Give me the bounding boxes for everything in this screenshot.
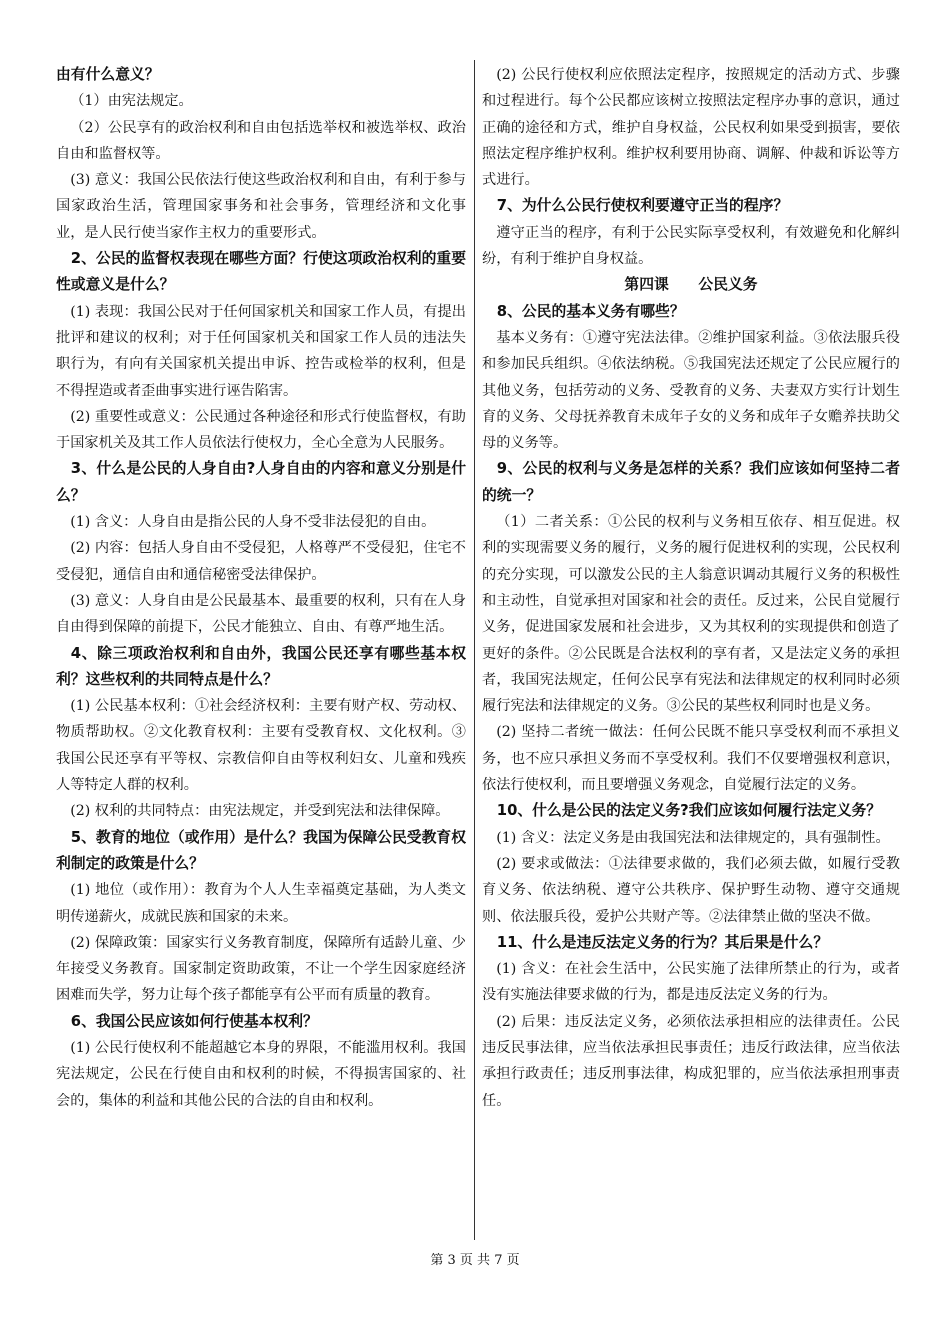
answer-paragraph: （1）二者关系：①公民的权利与义务相互依存、相互促进。权利的实现需要义务的履行，义务的履行促进权利的实现，公民权利的充分实现，可以激发公民的主人翁意识调动其履行义务的积极性和主动性，自觉承担对国家和社会的责任。反过来，公民自觉履行义务，促进国家发展和社会进步，又为其权利的实现提供和创造了更好的条件。②公民既是合法权利的享有者，又是法定义务的承担者，我国宪法规定，任何公民享有宪法和法律规定的权利同时必须履行宪法和法律规定的义务。③公民的某些权利同时也是义务。 xyxy=(482,514,900,715)
answer-paragraph: 基本义务有：①遵守宪法法律。②维护国家利益。③依法服兵役和参加民兵组织。④依法纳税。⑤我国宪法还规定了公民应履行的其他义务，包括劳动的义务、受教育的义务、夫妻双方实行计划生育的义务、父母抚养教育未成年子女的义务和成年子女赡养扶助父母的义务等。 xyxy=(482,329,900,452)
answer-paragraph: (3) 意义：我国公民依法行使这些政治权利和自由，有利于参与国家政治生活，管理国家事务和社会事务，管理经济和文化事业，是人民行使当家作主权力的重要形式。 xyxy=(56,172,466,241)
question-heading: 8、公民的基本义务有哪些？ xyxy=(496,302,685,320)
answer-paragraph: (2) 内容：包括人身自由不受侵犯，人格尊严不受侵犯，住宅不受侵犯，通信自由和通信秘密受法律保护。 xyxy=(56,540,466,583)
answer-paragraph: (1) 含义：法定义务是由我国宪法和法律规定的，具有强制性。 xyxy=(496,829,890,846)
answer-paragraph: (2) 坚持二者统一做法：任何公民既不能只享受权利而不承担义务，也不应只承担义务而不享受权利。我们不仅要增强权利意识，依法行使权利，而且要增强义务观念，自觉履行法定的义务。 xyxy=(482,724,900,794)
answer-paragraph: (1) 公民基本权利：①社会经济权利：主要有财产权、劳动权、物质帮助权。②文化教育权利：主要有受教育权、文化权利。③我国公民还享有平等权、宗教信仰自由等权利妇女、儿童和残疾人等特定人群的权利。 xyxy=(56,698,466,794)
question-heading: 11、什么是违反法定义务的行为？其后果是什么？ xyxy=(496,933,829,951)
answer-paragraph: (2) 重要性或意义：公民通过各种途径和形式行使监督权，有助于国家机关及其工作人员依法行使权力，全心全意为人民服务。 xyxy=(56,408,466,452)
question-heading: 3、什么是公民的人身自由?人身自由的内容和意义分别是什么？ xyxy=(56,460,466,504)
answer-paragraph: （2）公民享有的政治权利和自由包括选举权和被选举权、政治自由和监督权等。 xyxy=(56,119,466,162)
page-footer: 第 3 页 共 7 页 xyxy=(430,1253,520,1268)
answer-paragraph: (3) 意义：人身自由是公民最基本、最重要的权利，只有在人身自由得到保障的前提下，公民才能独立、自由、有尊严地生活。 xyxy=(56,592,466,636)
answer-paragraph: (2) 公民行使权利应依照法定程序，按照规定的活动方式、步骤和过程进行。每个公民都应该树立按照法定程序办事的意识，通过正确的途径和方式，维护自身权益，公民权利如果受到损害，要依照法定程序维护权利。维护权利要用协商、调解、仲裁和诉讼等方式进行。 xyxy=(482,67,900,189)
right-column xyxy=(482,62,900,1114)
question-heading: 7、为什么公民行使权利要遵守正当的程序？ xyxy=(496,197,789,215)
question-heading: 10、什么是公民的法定义务?我们应该如何履行法定义务？ xyxy=(496,802,882,820)
answer-paragraph: (1) 表现：我国公民对于任何国家机关和国家工作人员，有提出批评和建议的权利；对于任何国家机关和国家工作人员的违法失职行为，有向有关国家机关提出申诉、控告或检举的权利，但是不得捏造或者歪曲事实进行诬告陷害。 xyxy=(56,303,466,399)
question-heading: 2、公民的监督权表现在哪些方面？行使这项政治权利的重要性或意义是什么？ xyxy=(56,250,466,294)
left-column xyxy=(56,62,466,1114)
answer-paragraph: (1) 含义：在社会生活中，公民实施了法律所禁止的行为，或者没有实施法律要求做的行为，都是违反法定义务的行为。 xyxy=(482,961,900,1004)
question-heading: 9、公民的权利与义务是怎样的关系？我们应该如何坚持二者的统一？ xyxy=(482,460,900,504)
answer-paragraph: (2) 后果：违反法定义务，必须依法承担相应的法律责任。公民违反民事法律，应当依法承担民事责任；违反行政法律，应当依法承担行政责任；违反刑事法律，构成犯罪的，应当依法承担刑事责任。 xyxy=(482,1013,900,1109)
question-heading: 5、教育的地位（或作用）是什么？我国为保障公民受教育权利制定的政策是什么？ xyxy=(56,828,466,872)
lesson-title: 第四课 公民义务 xyxy=(624,276,758,294)
answer-paragraph: （1）由宪法规定。 xyxy=(70,93,193,110)
answer-paragraph: (1) 公民行使权利不能超越它本身的界限，不能滥用权利。我国宪法规定，公民在行使自由和权利的时候，不得损害国家的、社会的，集体的利益和其他公民的合法的自由和权利。 xyxy=(56,1039,466,1109)
answer-paragraph: (2) 保障政策：国家实行义务教育制度，保障所有适龄儿童、少年接受义务教育。国家制定资助政策，不让一个学生因家庭经济困难而失学，努力让每个孩子都能享有公平而有质量的教育。 xyxy=(56,934,466,1004)
answer-paragraph: 遵守正当的程序，有利于公民实际享受权利，有效避免和化解纠纷，有利于维护自身权益。 xyxy=(482,224,900,268)
answer-paragraph: (2) 权利的共同特点：由宪法规定，并受到宪法和法律保障。 xyxy=(70,803,450,820)
question-heading: 6、我国公民应该如何行使基本权利？ xyxy=(70,1012,318,1030)
answer-paragraph: (1) 地位（或作用）：教育为个人人生幸福奠定基础，为人类文明传递薪火，成就民族和国家的未来。 xyxy=(56,882,466,925)
column-divider xyxy=(474,60,475,1240)
answer-paragraph: (1) 含义：人身自由是指公民的人身不受非法侵犯的自由。 xyxy=(70,514,436,531)
question-heading: 由有什么意义？ xyxy=(56,66,160,83)
answer-paragraph: (2) 要求或做法：①法律要求做的，我们必须去做，如履行受教育义务、依法纳税、遵守公共秩序、保护野生动物、遵守交通规则、依法服兵役，爱护公共财产等。②法律禁止做的坚决不做。 xyxy=(482,855,900,925)
question-heading: 4、除三项政治权利和自由外，我国公民还享有哪些基本权利？这些权利的共同特点是什么？ xyxy=(56,644,466,688)
